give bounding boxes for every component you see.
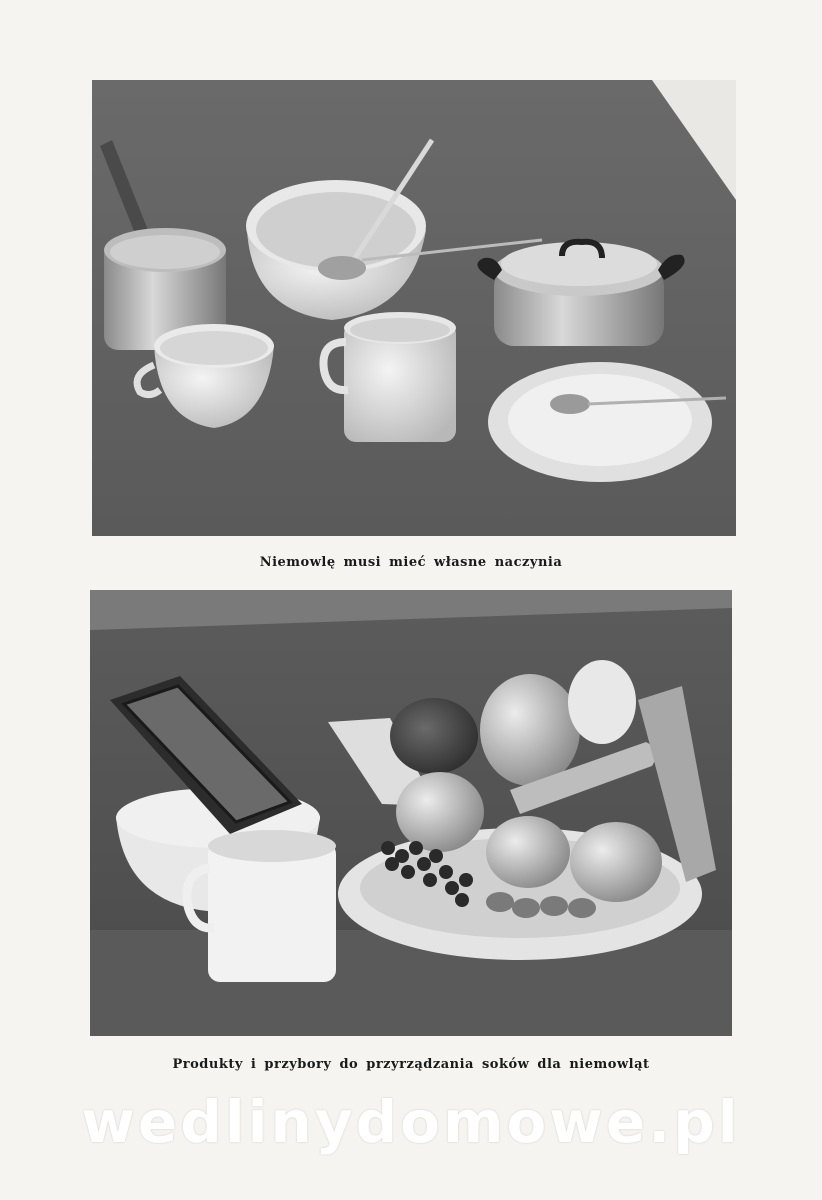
watermark: wedlinydomowe.pl bbox=[81, 1088, 741, 1156]
caption-tableware: Niemowlę musi mieć własne naczynia bbox=[259, 555, 563, 570]
caption-juice-products: Produkty i przybory do przyrządzania soków dla niemowląt bbox=[172, 1057, 650, 1072]
tableware-illustration bbox=[92, 80, 736, 536]
glass-mug bbox=[187, 830, 336, 982]
photo-tableware bbox=[92, 80, 736, 536]
photo-juice-products bbox=[90, 590, 732, 1036]
juice-products-illustration bbox=[90, 590, 732, 1036]
